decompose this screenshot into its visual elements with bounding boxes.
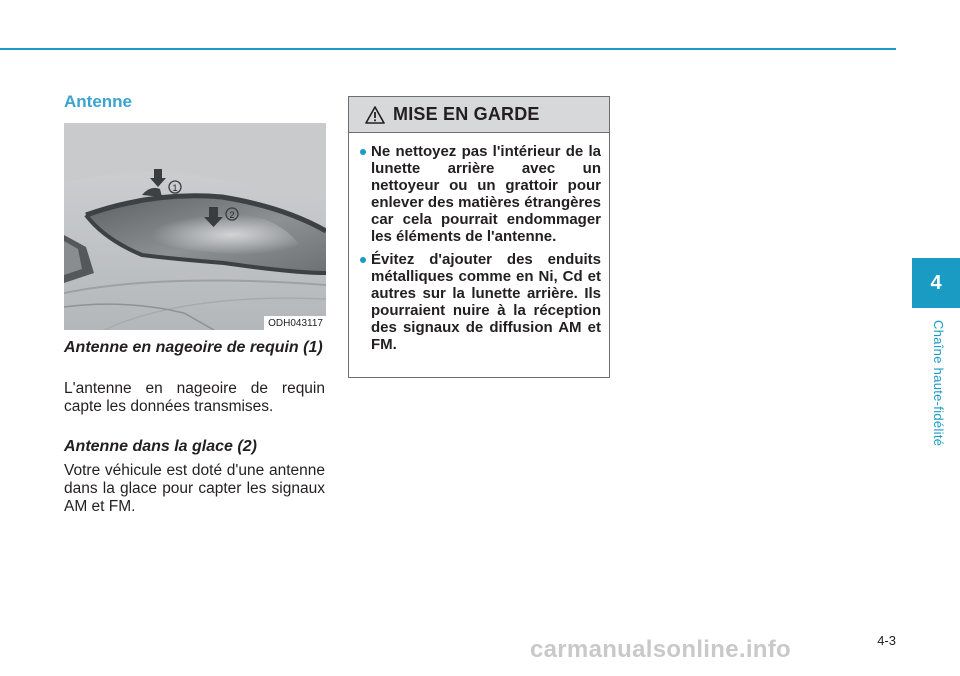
- header-rule: [0, 48, 896, 50]
- bullet-icon: [360, 257, 366, 263]
- warning-item-text: Évitez d'ajouter des enduits métalliques comme en Ni, Cd et autres sur la lunette arrière. Ils pourraient nuire à la réception des signaux de diffusion AM et FM.: [371, 251, 601, 353]
- bullet-icon: [360, 149, 366, 155]
- warning-list: [349, 133, 609, 353]
- glass-antenna-text: Votre véhicule est doté d'une antenne dans la glace pour capter les signaux AM et FM.: [64, 462, 325, 515]
- warning-item-text: Ne nettoyez pas l'intérieur de la lunette arrière avec un nettoyeur ou un grattoir pour enlever des matières étrangères car cela pourrait endommager les éléments de l'antenne.: [371, 143, 601, 245]
- shark-fin-heading: Antenne en nageoire de requin (1): [64, 339, 323, 356]
- antenna-figure: [64, 123, 326, 330]
- warning-item: [360, 251, 601, 353]
- warning-box: [348, 96, 610, 378]
- chapter-tab: 4: [912, 258, 960, 308]
- car-rear-illustration: [64, 123, 326, 330]
- warning-item: [360, 143, 601, 245]
- page-number: 4-3: [877, 633, 896, 648]
- glass-antenna-heading: Antenne dans la glace (2): [64, 438, 257, 455]
- figure-code: ODH043117: [264, 316, 326, 330]
- callout-1: 1: [172, 183, 178, 193]
- section-title: Antenne: [64, 92, 132, 111]
- callout-2: 2: [229, 210, 235, 220]
- shark-fin-text: L'antenne en nageoire de requin capte les données transmises.: [64, 380, 325, 415]
- watermark: carmanualsonline.info: [530, 636, 792, 663]
- warning-title: MISE EN GARDE: [393, 104, 540, 124]
- warning-triangle-icon: [365, 106, 385, 124]
- chapter-label: Chaîne haute-fidélité: [931, 320, 946, 447]
- warning-header: [349, 97, 609, 133]
